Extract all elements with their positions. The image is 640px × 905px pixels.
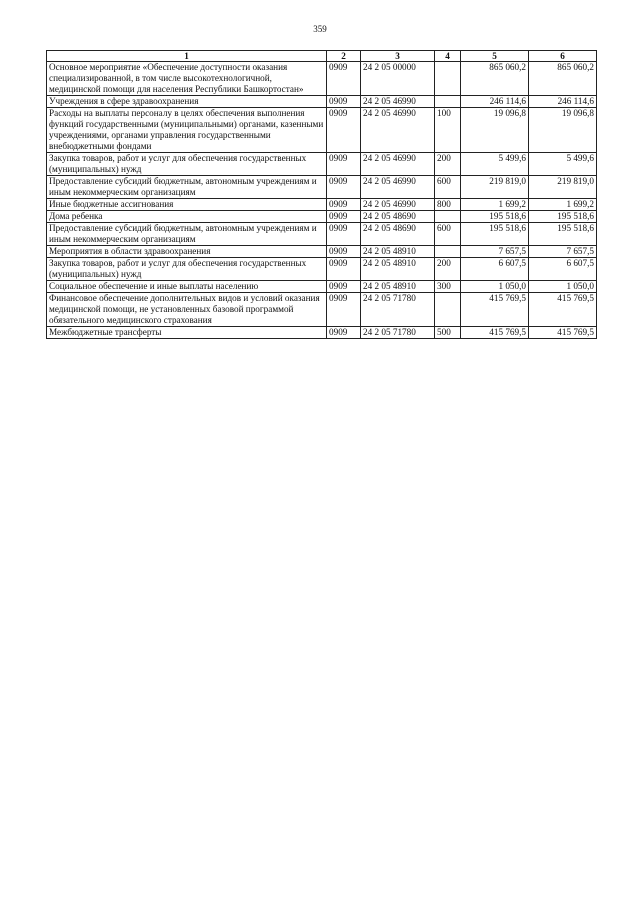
row-expense-type <box>435 62 461 96</box>
row-target-article: 24 2 05 46990 <box>361 96 435 108</box>
row-amount-2: 5 499,6 <box>529 153 597 176</box>
column-header-1: 1 <box>47 51 327 62</box>
row-amount-2: 415 769,5 <box>529 327 597 339</box>
row-amount-1: 1 050,0 <box>461 281 529 293</box>
row-name: Закупка товаров, работ и услуг для обеспечения государственных (муниципальных) нужд <box>47 258 327 281</box>
row-expense-type <box>435 211 461 223</box>
row-amount-1: 219 819,0 <box>461 176 529 199</box>
row-section: 0909 <box>327 258 361 281</box>
row-target-article: 24 2 05 48690 <box>361 223 435 246</box>
row-section: 0909 <box>327 153 361 176</box>
table-row <box>47 176 597 199</box>
row-name: Закупка товаров, работ и услуг для обеспечения государственных (муниципальных) нужд <box>47 153 327 176</box>
row-amount-1: 19 096,8 <box>461 108 529 153</box>
row-target-article: 24 2 05 46990 <box>361 199 435 211</box>
row-amount-2: 195 518,6 <box>529 211 597 223</box>
row-expense-type: 200 <box>435 153 461 176</box>
table-row <box>47 281 597 293</box>
row-amount-1: 6 607,5 <box>461 258 529 281</box>
row-name: Финансовое обеспечение дополнительных видов и условий оказания медицинской помощи, не установленных базовой программой обязательного медицинского страхования <box>47 293 327 327</box>
row-section: 0909 <box>327 281 361 293</box>
row-target-article: 24 2 05 46990 <box>361 176 435 199</box>
column-header-6: 6 <box>529 51 597 62</box>
row-amount-2: 7 657,5 <box>529 246 597 258</box>
table-row <box>47 62 597 96</box>
row-target-article: 24 2 05 46990 <box>361 153 435 176</box>
row-section: 0909 <box>327 62 361 96</box>
table-row <box>47 211 597 223</box>
row-expense-type: 100 <box>435 108 461 153</box>
row-amount-1: 7 657,5 <box>461 246 529 258</box>
table-header-row <box>47 51 597 62</box>
row-name: Межбюджетные трансферты <box>47 327 327 339</box>
row-amount-2: 6 607,5 <box>529 258 597 281</box>
row-name: Расходы на выплаты персоналу в целях обеспечения выполнения функций государственными (муниципальными) органами, казенными учреждениями, органами управления государственными внебюджетными фондами <box>47 108 327 153</box>
row-section: 0909 <box>327 108 361 153</box>
row-section: 0909 <box>327 96 361 108</box>
row-expense-type: 600 <box>435 223 461 246</box>
row-section: 0909 <box>327 223 361 246</box>
row-expense-type <box>435 293 461 327</box>
row-amount-2: 865 060,2 <box>529 62 597 96</box>
page-number: 359 <box>313 24 327 34</box>
row-name: Учреждения в сфере здравоохранения <box>47 96 327 108</box>
row-name: Мероприятия в области здравоохранения <box>47 246 327 258</box>
row-section: 0909 <box>327 176 361 199</box>
table-row <box>47 96 597 108</box>
row-expense-type: 500 <box>435 327 461 339</box>
column-header-5: 5 <box>461 51 529 62</box>
row-amount-2: 195 518,6 <box>529 223 597 246</box>
table-row <box>47 153 597 176</box>
row-amount-2: 219 819,0 <box>529 176 597 199</box>
row-expense-type: 600 <box>435 176 461 199</box>
row-section: 0909 <box>327 199 361 211</box>
row-amount-1: 415 769,5 <box>461 293 529 327</box>
row-expense-type <box>435 246 461 258</box>
row-amount-1: 195 518,6 <box>461 211 529 223</box>
row-amount-2: 1 699,2 <box>529 199 597 211</box>
row-section: 0909 <box>327 246 361 258</box>
row-target-article: 24 2 05 48910 <box>361 281 435 293</box>
row-amount-2: 19 096,8 <box>529 108 597 153</box>
row-amount-2: 246 114,6 <box>529 96 597 108</box>
table-row <box>47 199 597 211</box>
row-amount-1: 865 060,2 <box>461 62 529 96</box>
row-name: Иные бюджетные ассигнования <box>47 199 327 211</box>
row-amount-1: 1 699,2 <box>461 199 529 211</box>
column-header-4: 4 <box>435 51 461 62</box>
table-row <box>47 246 597 258</box>
row-amount-2: 1 050,0 <box>529 281 597 293</box>
row-target-article: 24 2 05 00000 <box>361 62 435 96</box>
table-row <box>47 327 597 339</box>
budget-table <box>46 50 597 339</box>
row-amount-1: 415 769,5 <box>461 327 529 339</box>
row-name: Предоставление субсидий бюджетным, автономным учреждениям и иным некоммерческим организациям <box>47 176 327 199</box>
table-row <box>47 223 597 246</box>
row-amount-1: 246 114,6 <box>461 96 529 108</box>
row-section: 0909 <box>327 293 361 327</box>
table-body <box>47 62 597 339</box>
row-target-article: 24 2 05 48910 <box>361 246 435 258</box>
row-name: Предоставление субсидий бюджетным, автономным учреждениям и иным некоммерческим организациям <box>47 223 327 246</box>
row-expense-type: 300 <box>435 281 461 293</box>
row-target-article: 24 2 05 71780 <box>361 327 435 339</box>
row-expense-type: 200 <box>435 258 461 281</box>
table-row <box>47 293 597 327</box>
row-section: 0909 <box>327 211 361 223</box>
row-name: Социальное обеспечение и иные выплаты населению <box>47 281 327 293</box>
table-row <box>47 258 597 281</box>
row-name: Дома ребенка <box>47 211 327 223</box>
column-header-2: 2 <box>327 51 361 62</box>
row-name: Основное мероприятие «Обеспечение доступности оказания специализированной, в том числе высокотехнологичной, медицинской помощи для населения Республики Башкортостан» <box>47 62 327 96</box>
row-amount-1: 195 518,6 <box>461 223 529 246</box>
row-target-article: 24 2 05 46990 <box>361 108 435 153</box>
row-target-article: 24 2 05 71780 <box>361 293 435 327</box>
column-header-3: 3 <box>361 51 435 62</box>
row-amount-1: 5 499,6 <box>461 153 529 176</box>
row-section: 0909 <box>327 327 361 339</box>
row-amount-2: 415 769,5 <box>529 293 597 327</box>
row-expense-type: 800 <box>435 199 461 211</box>
row-expense-type <box>435 96 461 108</box>
row-target-article: 24 2 05 48690 <box>361 211 435 223</box>
row-target-article: 24 2 05 48910 <box>361 258 435 281</box>
table-row <box>47 108 597 153</box>
